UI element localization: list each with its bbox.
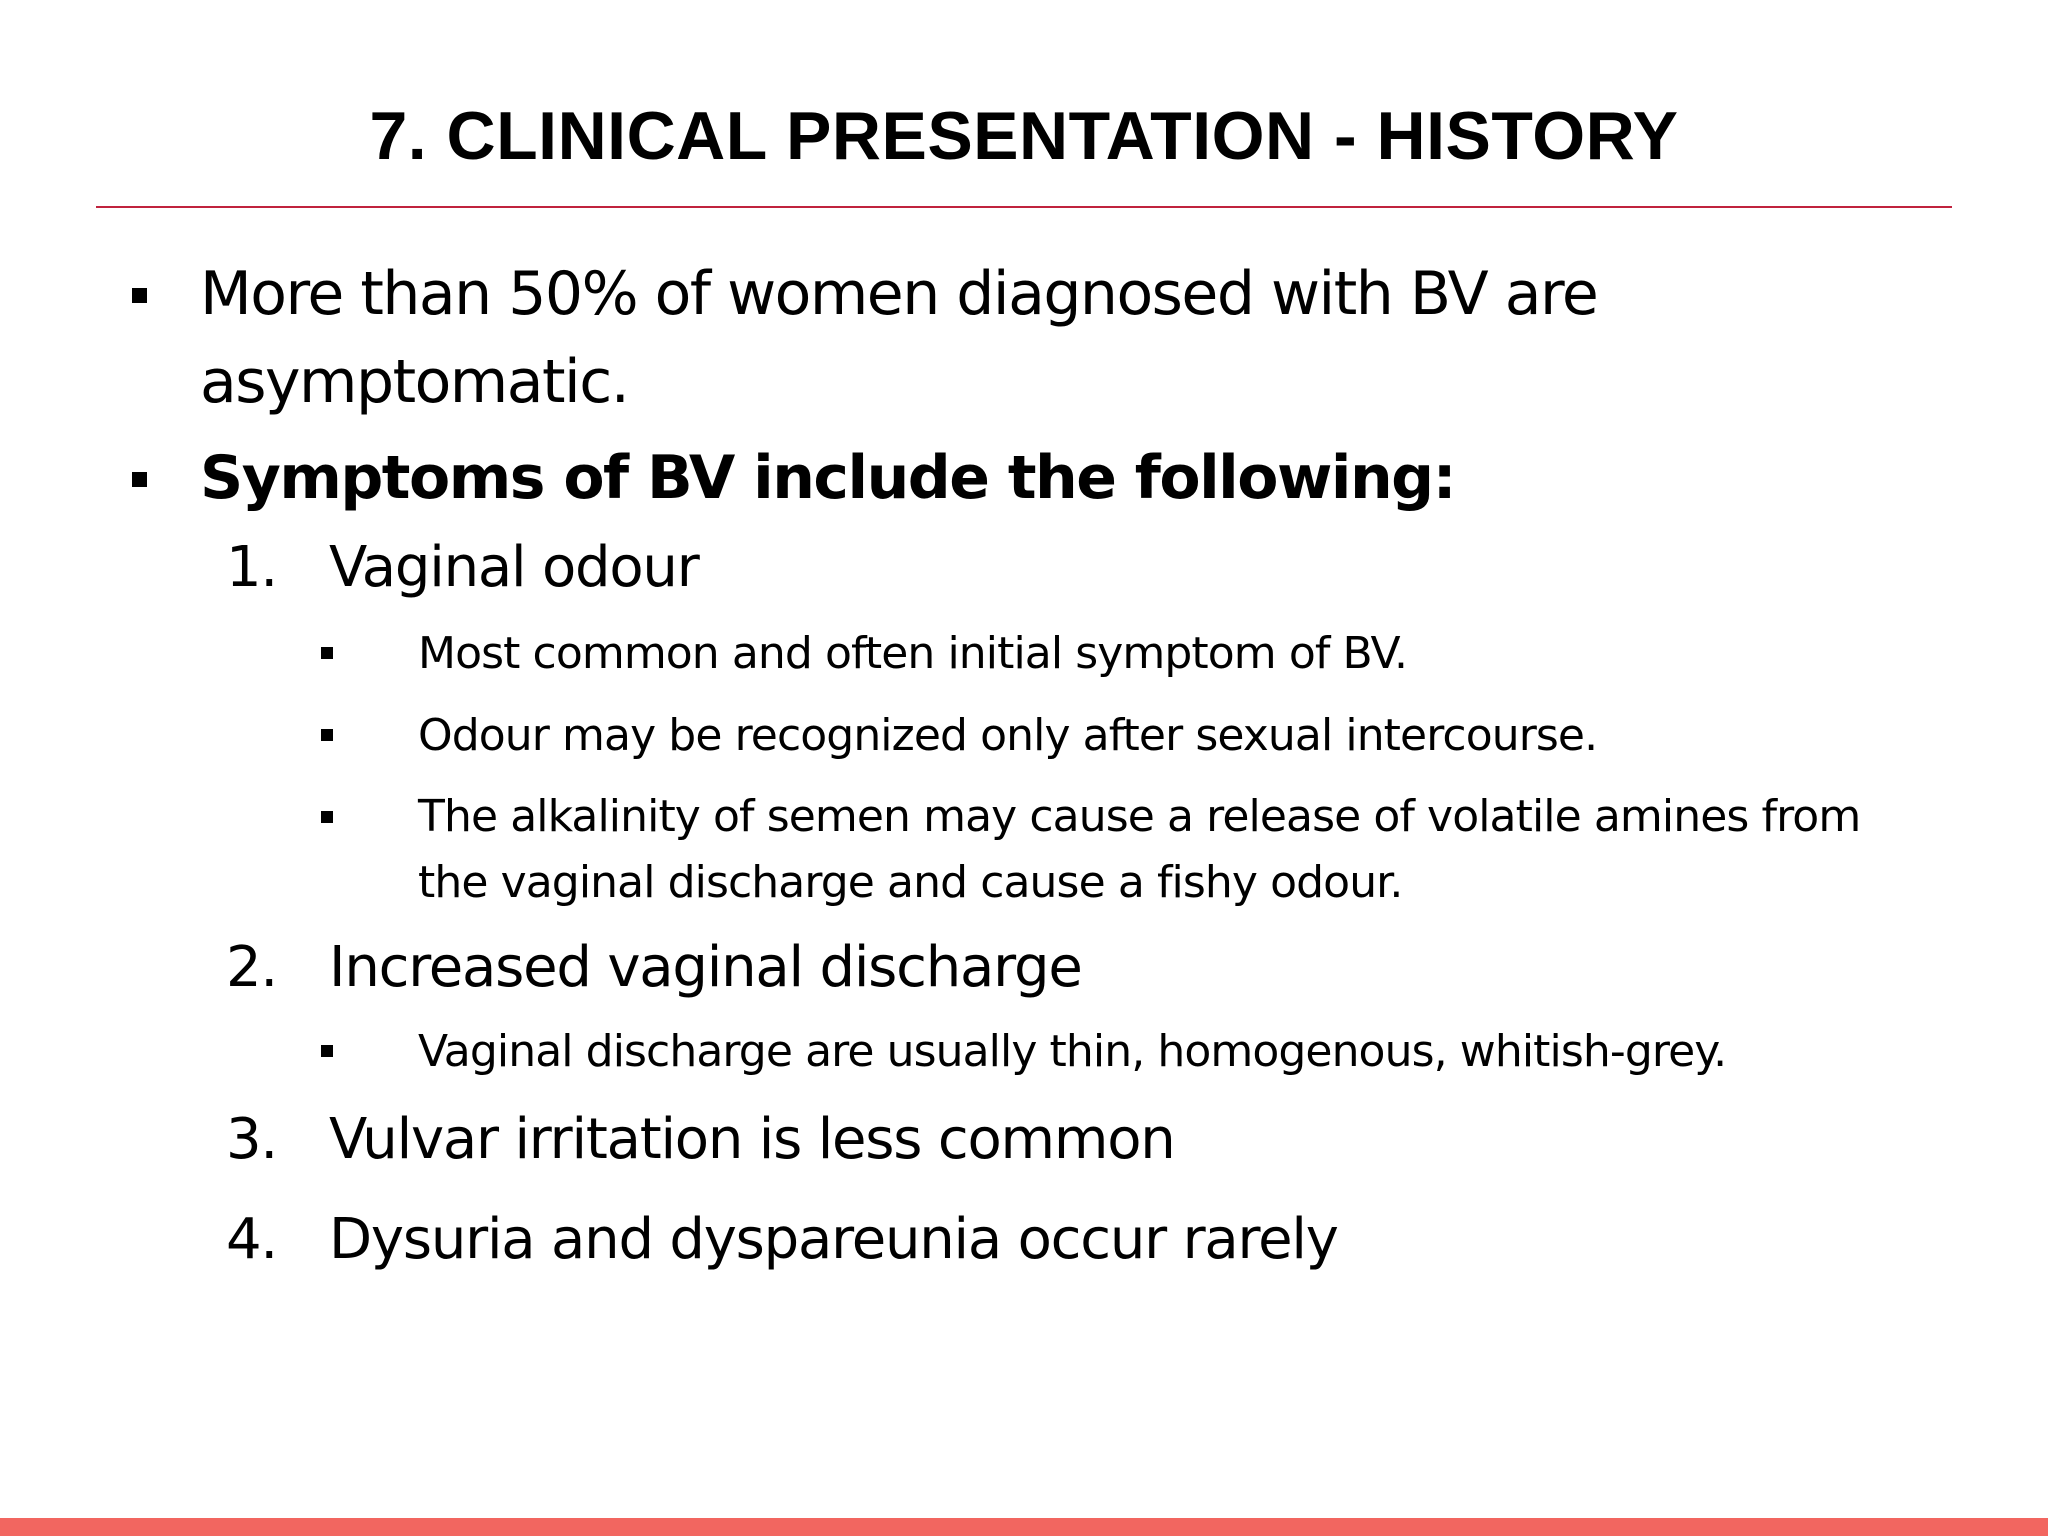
detail-text: Odour may be recognized only after sexual intercourse. — [418, 710, 1598, 761]
symptom-detail — [418, 784, 1868, 916]
bullet-text: Symptoms of BV include the following: — [200, 443, 1456, 513]
detail-text: The alkalinity of semen may cause a release of volatile amines from the vaginal discharge and cause a fishy odour. — [418, 791, 1861, 908]
symptom-label: Vulvar irritation is less common — [329, 1107, 1175, 1172]
detail-text: Most common and often initial symptom of BV. — [418, 628, 1408, 679]
bullet-text: More than 50% of women diagnosed with BV are asymptomatic. — [200, 259, 1598, 417]
symptom-number: 3. — [226, 1107, 278, 1172]
square-bullet-icon — [321, 811, 333, 823]
symptom-item — [226, 922, 1969, 1014]
symptom-item — [226, 1094, 1969, 1186]
symptom-number: 2. — [226, 935, 278, 1000]
symptom-number: 1. — [226, 535, 278, 600]
detail-text: Vaginal discharge are usually thin, homogenous, whitish-grey. — [418, 1026, 1727, 1077]
symptom-label: Vaginal odour — [329, 535, 699, 600]
symptom-item — [226, 522, 1969, 614]
square-bullet-icon — [132, 472, 147, 487]
symptom-number: 4. — [226, 1207, 278, 1272]
title-divider — [96, 206, 1952, 208]
bullet-symptoms-heading — [200, 434, 1940, 522]
square-bullet-icon — [321, 1045, 333, 1057]
bullet-asymptomatic — [200, 250, 1940, 426]
symptom-item — [226, 1194, 1969, 1286]
square-bullet-icon — [321, 729, 333, 741]
square-bullet-icon — [321, 647, 333, 659]
symptom-label: Dysuria and dyspareunia occur rarely — [329, 1207, 1338, 1272]
symptom-detail — [418, 620, 1868, 688]
slide-content — [0, 250, 2048, 1286]
slide-title: 7. CLINICAL PRESENTATION - HISTORY — [369, 98, 1679, 174]
square-bullet-icon — [132, 288, 147, 303]
symptom-label: Increased vaginal discharge — [329, 935, 1082, 1000]
footer-accent-bar — [0, 1518, 2048, 1536]
symptom-detail — [418, 702, 1868, 770]
symptom-detail — [418, 1018, 1868, 1086]
